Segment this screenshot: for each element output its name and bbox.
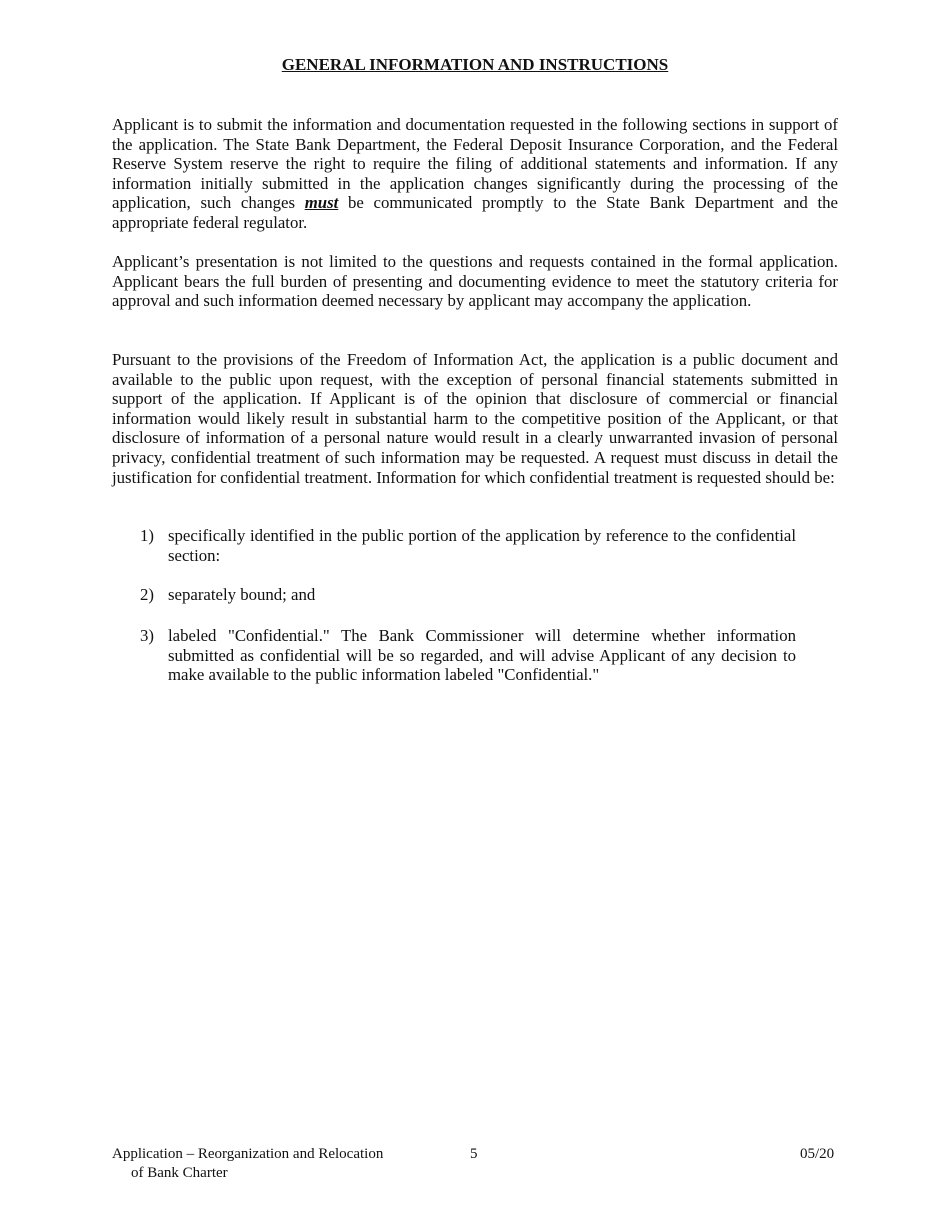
list-item (140, 585, 796, 605)
paragraph-1-text-end: be communicated promptly to the State Bank Department and the appropriate federal regulator. (112, 193, 838, 232)
list-item-number: 3) (140, 626, 154, 645)
paragraph-presentation: Applicant’s presentation is not limited to the questions and requests contained in the formal application. Applicant bears the full burden of presenting and documenting evidence to meet the statutory criteria for approval and such information deemed necessary by applicant may accompany the application. (112, 252, 838, 311)
paragraph-foia: Pursuant to the provisions of the Freedom of Information Act, the application is a public document and available to the public upon request, with the exception of personal financial statements submitted in support of the application. If Applicant is of the opinion that disclosure of commercial or financial information would likely result in substantial harm to the competitive position of the Applicant, or that disclosure of information of a personal nature would result in a clearly unwarranted invasion of personal privacy, confidential treatment of such information may be requested. A request must discuss in detail the justification for confidential treatment. Information for which confidential treatment is requested should be: (112, 350, 838, 487)
footer-title-line-1: Application – Reorganization and Relocation (112, 1146, 384, 1162)
list-item-number: 2) (140, 585, 154, 604)
list-item-text: specifically identified in the public portion of the application by reference to the confidential section: (168, 526, 796, 565)
list-item-number: 1) (140, 526, 154, 545)
revision-date: 05/20 (800, 1146, 835, 1162)
list-item (140, 626, 796, 685)
list-item-text: labeled "Confidential." The Bank Commissioner will determine whether information submitted as confidential will be so regarded, and will advise Applicant of any decision to make available to the public information labeled "Confidential." (168, 626, 796, 685)
list-item (140, 526, 796, 565)
footer-title-line-2: of Bank Charter (131, 1165, 228, 1181)
emphasis-must: must (304, 193, 339, 213)
paragraph-submission-requirements (112, 115, 838, 233)
list-item-text: separately bound; and (168, 585, 316, 604)
page-title: GENERAL INFORMATION AND INSTRUCTIONS (281, 55, 669, 74)
page-number: 5 (470, 1146, 478, 1162)
footer-document-title (112, 1145, 383, 1183)
paragraph-1-text: Applicant is to submit the information and documentation requested in the following sections in support of the application. The State Bank Department, the Federal Deposit Insurance Corporation, and the Federal Reserve System reserve the right to require the filing of additional statements and information. If any information initially submitted in the application changes significantly during the processing of the application, such changes (112, 115, 838, 213)
